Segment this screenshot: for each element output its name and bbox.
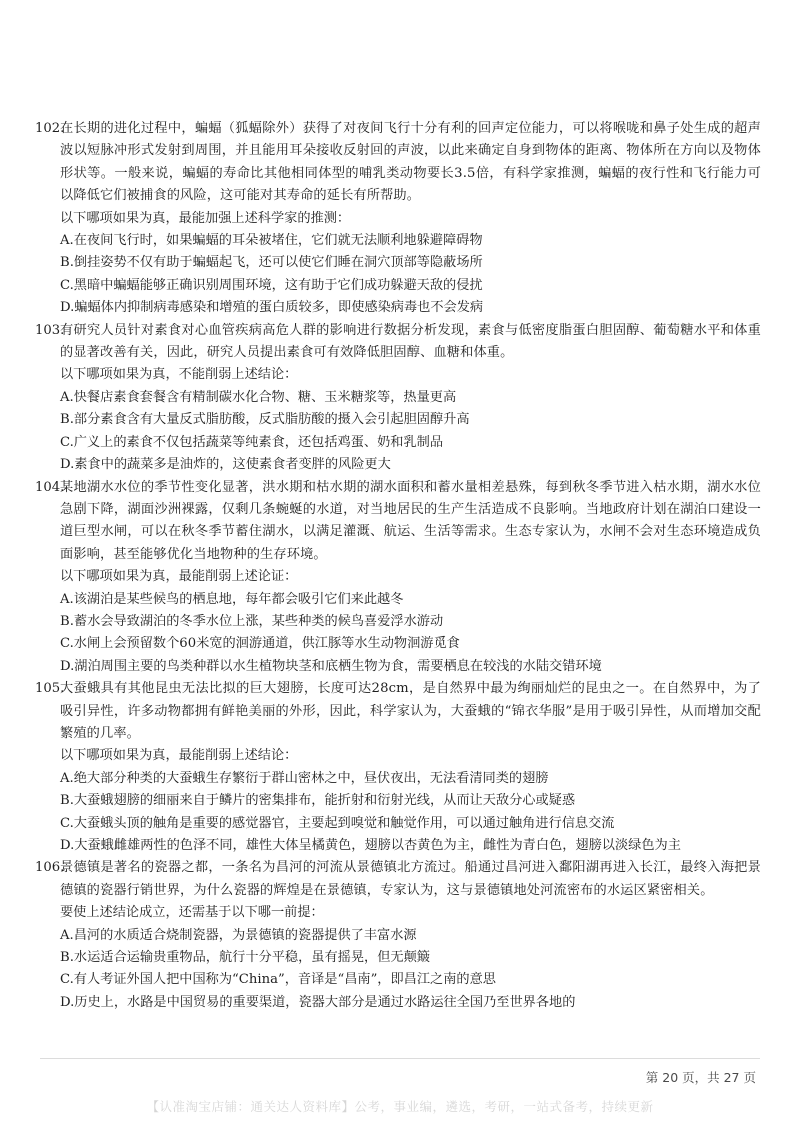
option-d: D.湖泊周围主要的鸟类种群以水生植物块茎和底栖生物为食，需要栖息在较浅的水陆交错环境 [60,658,602,674]
question-prompt: 以下哪项如果为真，最能削弱上述结论： [60,748,298,764]
option-c: C.有人考证外国人把中国称为“China”，音译是“昌南”，即昌江之南的意思 [60,972,496,988]
option-d: D.素食中的蔬菜多是油炸的，这使素食者变胖的风险更大 [60,457,391,473]
question-list [35,118,761,1014]
question-104 [35,477,761,679]
question-number: 104. [35,479,65,495]
question-stem: 大蚕蛾具有其他昆虫无法比拟的巨大翅膀，长度可达28cm，是自然界中最为绚丽灿烂的昆虫之一。在自然界中，为了吸引异性，许多动物都拥有鲜艳美丽的外形，因此，科学家认为，大蚕蛾的“锦衣华服”是用于吸引异性，从而增加交配繁殖的几率。 [60,681,761,741]
option-b: B.倒挂姿势不仅有助于蝙蝠起飞，还可以使它们睡在洞穴顶部等隐蔽场所 [60,255,483,271]
question-number: 106. [35,860,65,876]
option-b: B.部分素食含有大量反式脂肪酸，反式脂肪酸的摄入会引起胆固醇升高 [60,412,470,428]
question-prompt: 以下哪项如果为真，最能加强上述科学家的推测： [60,210,351,226]
page-number: 第 20 页，共 27 页 [645,1070,756,1085]
question-105 [35,678,761,857]
option-d: D.大蚕蛾雌雄两性的色泽不同，雄性大体呈橘黄色，翅膀以杏黄色为主，雌性为青白色，翅膀以淡绿色为主 [60,838,681,853]
option-b: B.水运适合运输贵重物品，航行十分平稳，虽有摇晃，但无颠簸 [60,950,430,966]
question-stem: 某地湖水水位的季节性变化显著，洪水期和枯水期的湖水面积和蓄水量相差悬殊，每到秋冬季节进入枯水期，湖水水位急剧下降，湖面沙洲裸露，仅剩几条蜿蜒的水道，对当地居民的生产生活造成不良影响。当地政府计划在湖泊口建设一道巨型水闸，可以在秋冬季节蓄住湖水，以满足灌溉、航运、生活等需求。生态专家认为，水闸不会对生态环境造成负面影响，甚至能够优化当地物种的生存环境。 [60,479,761,562]
option-d: D.蝙蝠体内抑制病毒感染和增殖的蛋白质较多，即使感染病毒也不会发病 [60,300,484,316]
question-stem: 在长期的进化过程中，蝙蝠（狐蝠除外）获得了对夜间飞行十分有利的回声定位能力，可以将喉咙和鼻子处生成的超声波以短脉冲形式发射到周围，并且能用耳朵接收反射回的声波，以此来确定自身到物体的距离、物体所在方向以及物体形状等。一般来说，蝙蝠的寿命比其他相同体型的哺乳类动物要长3.5倍，有科学家推测，蝙蝠的夜行性和飞行能力可以降低它们被捕食的风险，这可能对其寿命的延长有所帮助。 [60,121,761,204]
question-number: 105. [35,681,65,697]
question-102 [35,118,761,320]
question-stem: 有研究人员针对素食对心血管疾病高危人群的影响进行数据分析发现，素食与低密度脂蛋白胆固醇、葡萄糖水平和体重的显著改善有关，因此，研究人员提出素食可有效降低胆固醇、血糖和体重。 [60,322,761,361]
option-a: A.快餐店素食套餐含有精制碳水化合物、糖、玉米糖浆等，热量更高 [60,389,457,405]
watermark-text: 【认准淘宝店铺：通关达人资料库】公考，事业编，遴选，考研，一站式备考，持续更新 [146,1099,654,1114]
option-c: C.大蚕蛾头顶的触角是重要的感觉器官，主要起到嗅觉和触觉作用，可以通过触角进行信息交流 [60,815,615,831]
option-a: A.该湖泊是某些候鸟的栖息地，每年都会吸引它们来此越冬 [60,591,404,607]
option-b: B.蓄水会导致湖泊的冬季水位上涨，某些种类的候鸟喜爱浮水游动 [60,613,444,629]
question-prompt: 以下哪项如果为真，不能削弱上述结论： [60,367,298,383]
option-a: A.在夜间飞行时，如果蝙蝠的耳朵被堵住，它们就无法顺利地躲避障碍物 [60,233,483,249]
question-103 [35,320,761,477]
option-c: C.广义上的素食不仅包括蔬菜等纯素食，还包括鸡蛋、奶和乳制品 [60,434,444,450]
option-a: A.昌河的水质适合烧制瓷器，为景德镇的瓷器提供了丰富水源 [60,927,417,943]
option-a: A.绝大部分种类的大蚕蛾生存繁衍于群山密林之中，昼伏夜出，无法看清同类的翅膀 [60,770,549,786]
option-d: D.历史上，水路是中国贸易的重要渠道，瓷器大部分是通过水路运往全国乃至世界各地的 [60,994,576,1010]
question-prompt: 以下哪项如果为真，最能削弱上述论证： [60,569,298,585]
question-106 [35,857,761,1014]
question-prompt: 要使上述结论成立，还需基于以下哪一前提： [60,905,324,921]
footer-divider [40,1058,760,1059]
option-b: B.大蚕蛾翅膀的细丽来自于鳞片的密集排布，能折射和衍射光线，从而让天敌分心或疑惑 [60,793,576,809]
question-number: 102. [35,121,65,136]
question-stem: 景德镇是著名的瓷器之都，一条名为昌河的河流从景德镇北方流过。船通过昌河进入鄱阳湖再进入长江，最终入海把景德镇的瓷器行销世界，为什么瓷器的辉煌是在景德镇，专家认为，这与景德镇地处河流密布的水运区紧密相关。 [60,860,761,898]
option-c: C.水闸上会预留数个60米宽的洄游通道，供江豚等水生动物洄游觅食 [60,636,460,652]
question-number: 103. [35,322,65,338]
option-c: C.黑暗中蝙蝠能够正确识别周围环境，这有助于它们成功躲避天敌的侵扰 [60,277,483,293]
